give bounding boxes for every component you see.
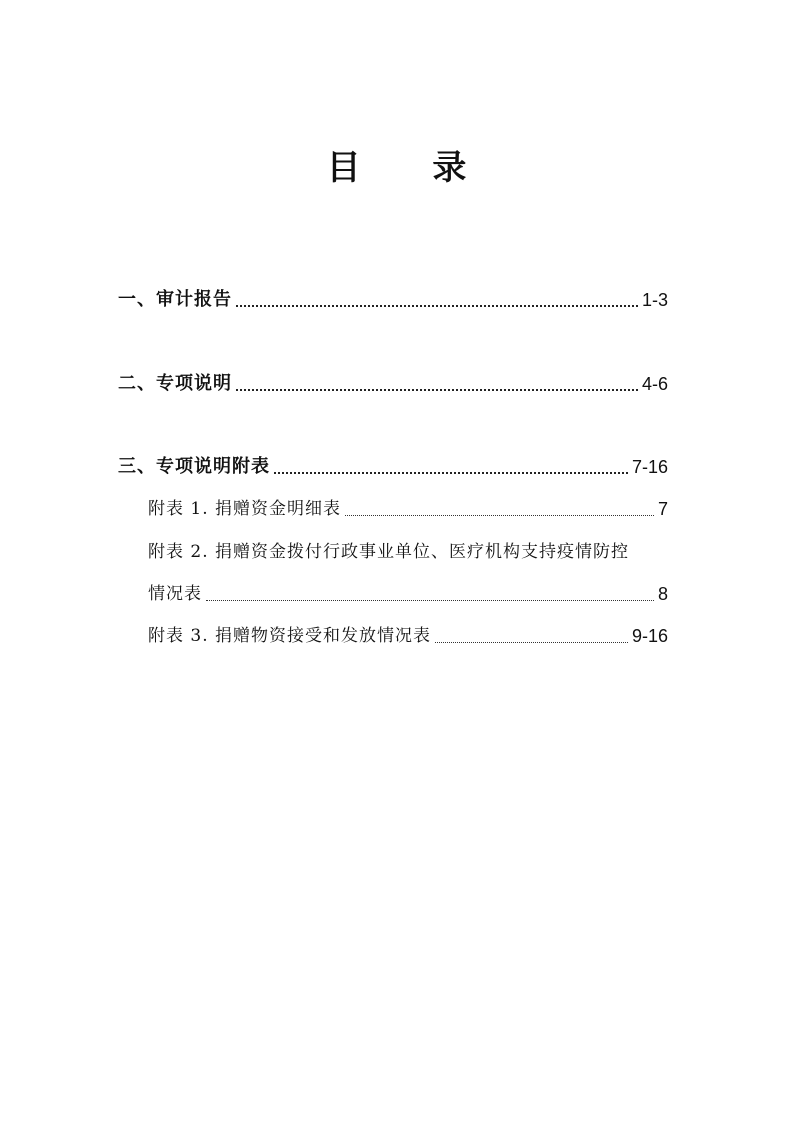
toc-subentry-page: 8 xyxy=(657,584,668,604)
toc-entry-label: 二、专项说明 xyxy=(118,373,232,394)
toc-subentry-page: 7 xyxy=(657,499,668,519)
toc-entry-page: 1-3 xyxy=(641,290,668,310)
toc-entry-page: 7-16 xyxy=(631,457,668,477)
toc-entry-label: 一、审计报告 xyxy=(118,289,232,310)
dot-leader xyxy=(236,388,638,391)
dot-leader xyxy=(345,514,654,516)
dot-leader xyxy=(435,641,628,643)
toc-entry-audit-report[interactable] xyxy=(118,288,668,312)
toc-subentry-appendix-2[interactable] xyxy=(148,582,668,606)
dot-leader xyxy=(206,599,654,601)
toc-entry-page: 4-6 xyxy=(641,374,668,394)
toc-entry-label: 三、专项说明附表 xyxy=(118,456,270,477)
toc-subentry-label: 附表 1. 捐赠资金明细表 xyxy=(148,499,342,519)
toc-subentry-appendix-1[interactable] xyxy=(148,497,668,521)
toc-subentry-label: 情况表 xyxy=(148,584,202,604)
toc-subentry-appendix-3[interactable] xyxy=(148,624,668,648)
dot-leader xyxy=(236,304,638,307)
dot-leader xyxy=(274,471,628,474)
toc-entry-special-note[interactable] xyxy=(118,372,668,396)
toc-subentry-appendix-2-line1[interactable]: 附表 2. 捐赠资金拨付行政事业单位、医疗机构支持疫情防控 xyxy=(148,542,630,562)
page-title: 目 录 xyxy=(326,148,497,188)
toc-subentry-label: 附表 3. 捐赠物资接受和发放情况表 xyxy=(148,626,432,646)
toc-subentry-page: 9-16 xyxy=(631,626,668,646)
toc-entry-special-note-appendix[interactable] xyxy=(118,455,668,479)
